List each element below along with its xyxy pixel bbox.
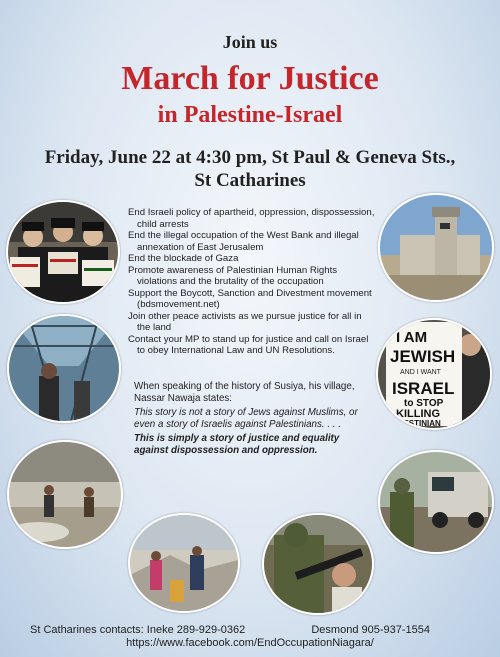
sign-text-line: ISRAEL bbox=[392, 379, 455, 398]
demolished-home-children-photo bbox=[128, 513, 240, 613]
contact-ineke: St Catharines contacts: Ineke 289-929-0362 bbox=[30, 624, 246, 636]
demand-item: Promote awareness of Palestinian Human Rights violations and the brutality of the occupation bbox=[128, 264, 338, 287]
contact-desmond: Desmond 905-937-1554 bbox=[311, 624, 430, 636]
demand-item: Contact your MP to stand up for justice and call on Israel to obey International Law and UN Resolutions. bbox=[128, 333, 369, 356]
checkpoint-corridor-photo bbox=[7, 314, 121, 423]
demand-item: End the blockade of Gaza bbox=[128, 253, 239, 264]
event-title: March for Justice bbox=[121, 60, 379, 97]
sign-text-line: to STOP bbox=[404, 398, 444, 409]
event-subtitle: in Palestine-Israel bbox=[157, 102, 343, 128]
sign-text-line: JEWISH bbox=[390, 347, 456, 366]
event-datetime-location bbox=[0, 146, 500, 192]
demand-item: Join other peace activists as we pursue justice for all in the land bbox=[128, 310, 362, 333]
event-city: St Catharines bbox=[194, 170, 306, 191]
facebook-link[interactable]: https://www.facebook.com/EndOccupationNiagara/ bbox=[126, 637, 374, 649]
event-datetime: Friday, June 22 at 4:30 pm, St Paul & Geneva Sts., bbox=[44, 147, 456, 168]
sign-text-line: KILLING bbox=[396, 408, 440, 420]
quote-italic: This story is not a story of Jews against Muslims, or even a story of Israelis against Palestinians. . . . bbox=[134, 407, 358, 430]
jewish-protester-sign-photo bbox=[376, 318, 492, 430]
demand-item: End Israeli policy of apartheid, oppression, dispossession, child arrests bbox=[128, 207, 375, 230]
demand-item: End the illegal occupation of the West Bank and illegal annexation of East Jerusalem bbox=[128, 230, 359, 253]
protest-rabbis-photo bbox=[6, 200, 120, 304]
sign-text-line: PALESTINIAN bbox=[388, 419, 441, 428]
street-clash-photo bbox=[7, 440, 123, 549]
sign-text-line: I AM bbox=[396, 329, 428, 346]
soldier-rifle-protester-photo bbox=[262, 513, 374, 615]
contacts-footer bbox=[30, 624, 470, 649]
susiya-quote bbox=[134, 381, 374, 457]
quote-intro: When speaking of the history of Susiya, his village, Nassar Nawaja states: bbox=[134, 381, 355, 404]
quote-bold: This is simply a story of justice and equality against dispossession and oppression. bbox=[134, 433, 340, 456]
sign-text-line: AND I WANT bbox=[400, 369, 441, 376]
separation-wall-photo bbox=[378, 193, 494, 302]
demands-list bbox=[128, 207, 376, 357]
soldiers-jeep-photo bbox=[378, 450, 494, 554]
join-us-heading: Join us bbox=[222, 32, 278, 52]
demand-item: Support the Boycott, Sanction and Divestment movement (bdsmovement.net) bbox=[128, 287, 372, 310]
